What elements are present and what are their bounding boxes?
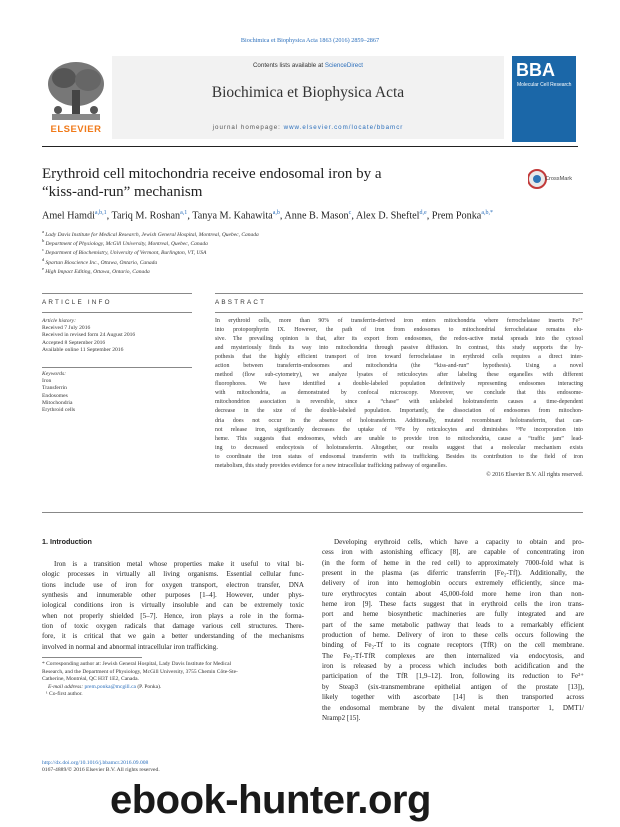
sciencedirect-link[interactable]: ScienceDirect bbox=[324, 62, 364, 69]
email-link[interactable]: prem.ponka@mcgill.ca bbox=[84, 683, 136, 690]
section-heading-introduction: 1. Introduction bbox=[42, 537, 92, 546]
paragraph-line: fore, it is critical that we gain a better understanding of the mechanisms bbox=[42, 632, 304, 641]
paragraph-line: cess iron with astonishing efficacy [8], are capable of concentrating iron bbox=[322, 548, 584, 557]
abstract-copyright: © 2016 Elsevier B.V. All rights reserved. bbox=[486, 471, 583, 478]
author-name: Tariq M. Roshan bbox=[111, 210, 181, 222]
contents-prefix: Contents lists available at bbox=[252, 62, 325, 69]
affiliation bbox=[42, 229, 259, 238]
homepage-prefix: journal homepage: bbox=[212, 124, 284, 131]
abstract-rule-2 bbox=[215, 312, 583, 313]
paragraph-line: (in the form of heme in the red cell) to approximately 7000-fold what is bbox=[322, 558, 584, 567]
abstract-line: with mitochondria, as demonstrated by confocal microscopy. Moreover, we conclude that this endosome- bbox=[215, 390, 583, 397]
keyword: Mitochondria bbox=[42, 399, 73, 406]
affiliation-text: Department of Biochemistry, University of Vermont, Burlington, VT, USA bbox=[45, 250, 207, 257]
author-affiliation-marker[interactable]: d,e bbox=[419, 210, 427, 216]
paragraph-line: the endosomal membrane by the divalent metal transporter 1, DMT1/ bbox=[322, 703, 584, 712]
abstract-line: dria does not occur in the absence of holotransferrin. Additionally, mutated recombinant holotransferrin, that can- bbox=[215, 417, 583, 424]
author-affiliation-marker[interactable]: a,b,1 bbox=[94, 210, 107, 216]
keyword: Transferrin bbox=[42, 385, 67, 392]
paragraph-line: port and heme biosynthetic machineries are fully integrated and are bbox=[322, 610, 584, 619]
affiliation bbox=[42, 238, 208, 247]
abstract-line: sive. The prevailing opinion is that, after its export from endosomes, the redox-active metal spreads into the cytosol bbox=[215, 336, 583, 343]
title-line-2: “kiss-and-run” mechanism bbox=[42, 183, 203, 200]
author-name: Alex D. Sheftel bbox=[355, 210, 420, 222]
abstract-heading: ABSTRACT bbox=[215, 299, 267, 306]
history-received: Received 7 July 2016 bbox=[42, 325, 91, 332]
paragraph-line: ologic processes in virtually all living organisms. Essential cellular func- bbox=[42, 570, 304, 579]
affiliation-text: Lady Davis Institute for Medical Research, Jewish General Hospital, Montreal, Quebec, Canada bbox=[45, 231, 259, 238]
footnote-corresponding-2: Research, and the Department of Physiology, McGill University, 3755 Chemin Côte-Ste- bbox=[42, 668, 238, 675]
paragraph-line: when not properly shielded [5–7]. Hence, iron plays a role in the forma- bbox=[42, 611, 304, 620]
paragraph-line: ture erythrocytes contain about 45,000-fold more heme iron than non- bbox=[322, 589, 584, 598]
affiliation-text: Spartan Bioscience Inc., Ottawa, Ontario, Canada bbox=[45, 259, 158, 266]
intro-left-column bbox=[42, 559, 304, 652]
paragraph-line: part of the same metabolic pathway that leads to a remarkably efficient bbox=[322, 620, 584, 629]
article-info-rule bbox=[42, 293, 192, 294]
keyword: Iron bbox=[42, 378, 52, 385]
paragraph-line: tion of toxic oxygen radicals that damage various cell structures. There- bbox=[42, 622, 304, 631]
keyword: Erythroid cells bbox=[42, 407, 76, 414]
affiliation bbox=[42, 247, 206, 256]
abstract-line: heme. This suggests that endosomes, which are unable to provide iron to mitochondria, cause a “traffic jam” lead- bbox=[215, 435, 583, 442]
paragraph-line: The Fe₂-Tf-TfR complexes are then internalized via endocytosis, and bbox=[322, 651, 584, 660]
abstract-line: In erythroid cells, more than 90% of transferrin-derived iron enters mitochondria where ferrochelatase inserts Fe²⁺ bbox=[215, 318, 583, 324]
paragraph-line: likely together with ascorbate [14] is then transported across bbox=[322, 693, 584, 702]
article-title bbox=[42, 166, 502, 201]
paragraph-line: iron is released by a process which includes both acidification and the bbox=[322, 662, 584, 671]
paragraph-line: binding of Fe₂-Tf to its cognate receptors (TfR) on the cell membrane. bbox=[322, 641, 584, 650]
intro-right-column bbox=[322, 537, 584, 723]
footnote-corresponding: * Corresponding author at: Jewish General Hospital, Lady Davis Institute for Medical bbox=[42, 661, 232, 667]
author-name: Prem Ponka bbox=[431, 210, 482, 222]
abstract-line: ing to decreased endocytosis of holotransferrin. Altogether, our results suggest that a molecular mechanism exists bbox=[215, 444, 583, 451]
journal-homepage bbox=[112, 124, 504, 131]
paragraph-line: by Steap3 (six-transmembrane epithelial antigen of the prostate [13]), bbox=[322, 682, 584, 691]
paragraph-line: Nramp2 [15]. bbox=[322, 713, 361, 722]
author-name: Amel Hamdi bbox=[42, 210, 95, 222]
author-name: Anne B. Mason bbox=[284, 210, 349, 222]
header-rule bbox=[42, 146, 578, 147]
history-label: Article history: bbox=[42, 318, 77, 324]
history-revised: Received in revised form 24 August 2016 bbox=[42, 332, 136, 339]
author-affiliation-marker[interactable]: a,b,* bbox=[481, 210, 493, 216]
homepage-link[interactable]: www.elsevier.com/locate/bbamcr bbox=[283, 124, 404, 131]
email-label: E-mail address: bbox=[48, 683, 85, 690]
footnote-rule bbox=[42, 657, 142, 658]
author-affiliation-marker[interactable]: c bbox=[348, 210, 352, 216]
history-online: Available online 11 September 2016 bbox=[42, 346, 124, 353]
paragraph-line: production of heme. Delivery of iron to these cells occurs following the bbox=[322, 631, 584, 640]
doi-link[interactable]: http://dx.doi.org/10.1016/j.bbamcr.2016.09.008 bbox=[42, 760, 149, 766]
paragraph-line: participation of the TfR [1,9–12]. Iron, following its reduction to Fe²⁺ bbox=[322, 672, 584, 681]
article-identifiers bbox=[42, 760, 160, 775]
article-info-heading: ARTICLE INFO bbox=[42, 299, 112, 306]
keyword: Endosomes bbox=[42, 392, 68, 399]
abstract-line: into protoporphyrin IX. However, the path of iron from endosomes to mitochondrial ferrochelatase remains elu- bbox=[215, 327, 583, 334]
abstract-line: metabolism, this study provides evidence for a new intracellular trafficking pathway of organelles. bbox=[215, 462, 448, 469]
abstract-line: action between transferrin-endosomes and mitochondria (the “kiss-and-run” hypothesis). Using a novel bbox=[215, 363, 583, 370]
abstract-line: method (flow sub-cytometry), we analyze lysates of reticulocytes after labeling these organelles with different bbox=[215, 372, 583, 379]
footnote-cofirst: ¹ Co-first author. bbox=[46, 691, 83, 698]
article-info-rule-2 bbox=[42, 312, 192, 313]
abstract-line: mitochondrion association is reversible, since a “chase” with unlabeled holotransferrin causes a time-dependent bbox=[215, 399, 583, 406]
author-name: Tanya M. Kahawita bbox=[192, 210, 273, 222]
affiliation-key: d bbox=[42, 256, 46, 262]
paragraph-line: Developing erythroid cells, which have a capacity to obtain and pro- bbox=[334, 538, 584, 546]
affiliation-key: a bbox=[42, 229, 46, 234]
abstract-rule bbox=[215, 293, 583, 294]
article-history bbox=[42, 318, 202, 354]
issn-copyright: 0167-4889/© 2016 Elsevier B.V. All rights reserved. bbox=[42, 767, 160, 774]
abstract-bottom-rule bbox=[42, 512, 583, 513]
keywords-rule bbox=[42, 367, 192, 368]
history-accepted: Accepted 8 September 2016 bbox=[42, 339, 106, 346]
cover-subtitle: Molecular Cell Research bbox=[517, 82, 572, 88]
abstract-line: and mysteriously finds its way into mitochondria through passive diffusion. In contrast, this study supports the hy- bbox=[215, 345, 583, 352]
paragraph-line: Iron is a transition metal whose properties make it useful to vital bi- bbox=[54, 560, 304, 568]
author-list: Amel Hamdi$^{a,b,1}$, Tariq M. Roshan$^{a,1}$, Tanya M. Kahawita$^{a,b}$, Anne B. Mason$^c$, Alex D. Sheftel$^{d,e}$, Prem Ponka$^{a,b,*}$ bbox=[42, 210, 493, 222]
paragraph-line: present in the plasma (as diferric transferrin [Fe₂-Tf]). Additionally, the bbox=[322, 569, 584, 578]
elsevier-wordmark: ELSEVIER bbox=[50, 124, 102, 135]
abstract-line: not release iron, significantly decreases the uptake of ⁵⁹Fe by reticulocytes and diminishes ⁵⁹Fe incorporation into bbox=[215, 426, 583, 433]
watermark-text: ebook-hunter.org bbox=[110, 778, 431, 822]
affiliation bbox=[42, 266, 150, 275]
journal-title: Biochimica et Biophysica Acta bbox=[211, 84, 405, 101]
author-affiliation-marker[interactable]: a,1 bbox=[180, 210, 188, 216]
author-affiliation-marker[interactable]: a,b bbox=[272, 210, 280, 216]
affiliation-key: c bbox=[42, 247, 46, 253]
footnotes bbox=[42, 661, 304, 699]
abstract-line: to coordinate the iron status of endosomal transferrin with its trafficking. Besides its contribution to the field of iron bbox=[215, 453, 583, 460]
crossmark-label[interactable]: CrossMark bbox=[545, 176, 573, 182]
abstract-line: decrease in the size of the double-labeled population. Importantly, the dissociation of endosomes from mitochon- bbox=[215, 408, 583, 415]
journal-citation[interactable]: Biochimica et Biophysica Acta 1863 (2016) 2859–2867 bbox=[240, 37, 380, 44]
contents-available bbox=[112, 62, 504, 69]
email-suffix: (P. Ponka). bbox=[135, 683, 162, 690]
affiliation-key: b bbox=[42, 238, 46, 244]
paragraph-line: tions include use of iron for oxygen transport, electron transfer, DNA bbox=[42, 580, 304, 589]
title-line-1: Erythroid cell mitochondria receive endosomal iron by a bbox=[42, 166, 382, 182]
affiliation-text: High Impact Editing, Ottawa, Ontario, Canada bbox=[45, 268, 150, 275]
paragraph-line: involved in normal and abnormal intracellular iron trafficking. bbox=[42, 642, 218, 651]
paragraph-line: delivery of iron into hemoglobin occurs extremely efficiently, since ma- bbox=[322, 579, 584, 588]
paragraph-line: heme iron [9]. These facts suggest that in erythroid cells the iron trans- bbox=[322, 600, 584, 609]
affiliation-key: e bbox=[42, 265, 46, 271]
abstract-line: fluorophores. We have identified a double-labeled population definitively representing endosomes interacting bbox=[215, 381, 583, 388]
affiliation bbox=[42, 257, 157, 266]
cover-title: BBA bbox=[516, 60, 555, 80]
keywords bbox=[42, 371, 202, 414]
paragraph-line: iological conditions iron is virtually insoluble and can be extremely toxic bbox=[42, 601, 304, 610]
keywords-label: Keywords: bbox=[42, 371, 67, 377]
affiliation-text: Department of Physiology, McGill University, Montreal, Quebec, Canada bbox=[45, 241, 208, 248]
footnote-corresponding-3: Catherine, Montréal, QC H3T 1E2, Canada. bbox=[42, 676, 139, 683]
abstract-line: pothesis that the highly efficient transport of iron toward ferrochelatase in erythroid cells requires a direct inter- bbox=[215, 354, 583, 361]
abstract-body bbox=[215, 317, 583, 480]
paragraph-line: synthesis and innumerable other purposes [1–4]. However, under phys- bbox=[42, 591, 304, 600]
